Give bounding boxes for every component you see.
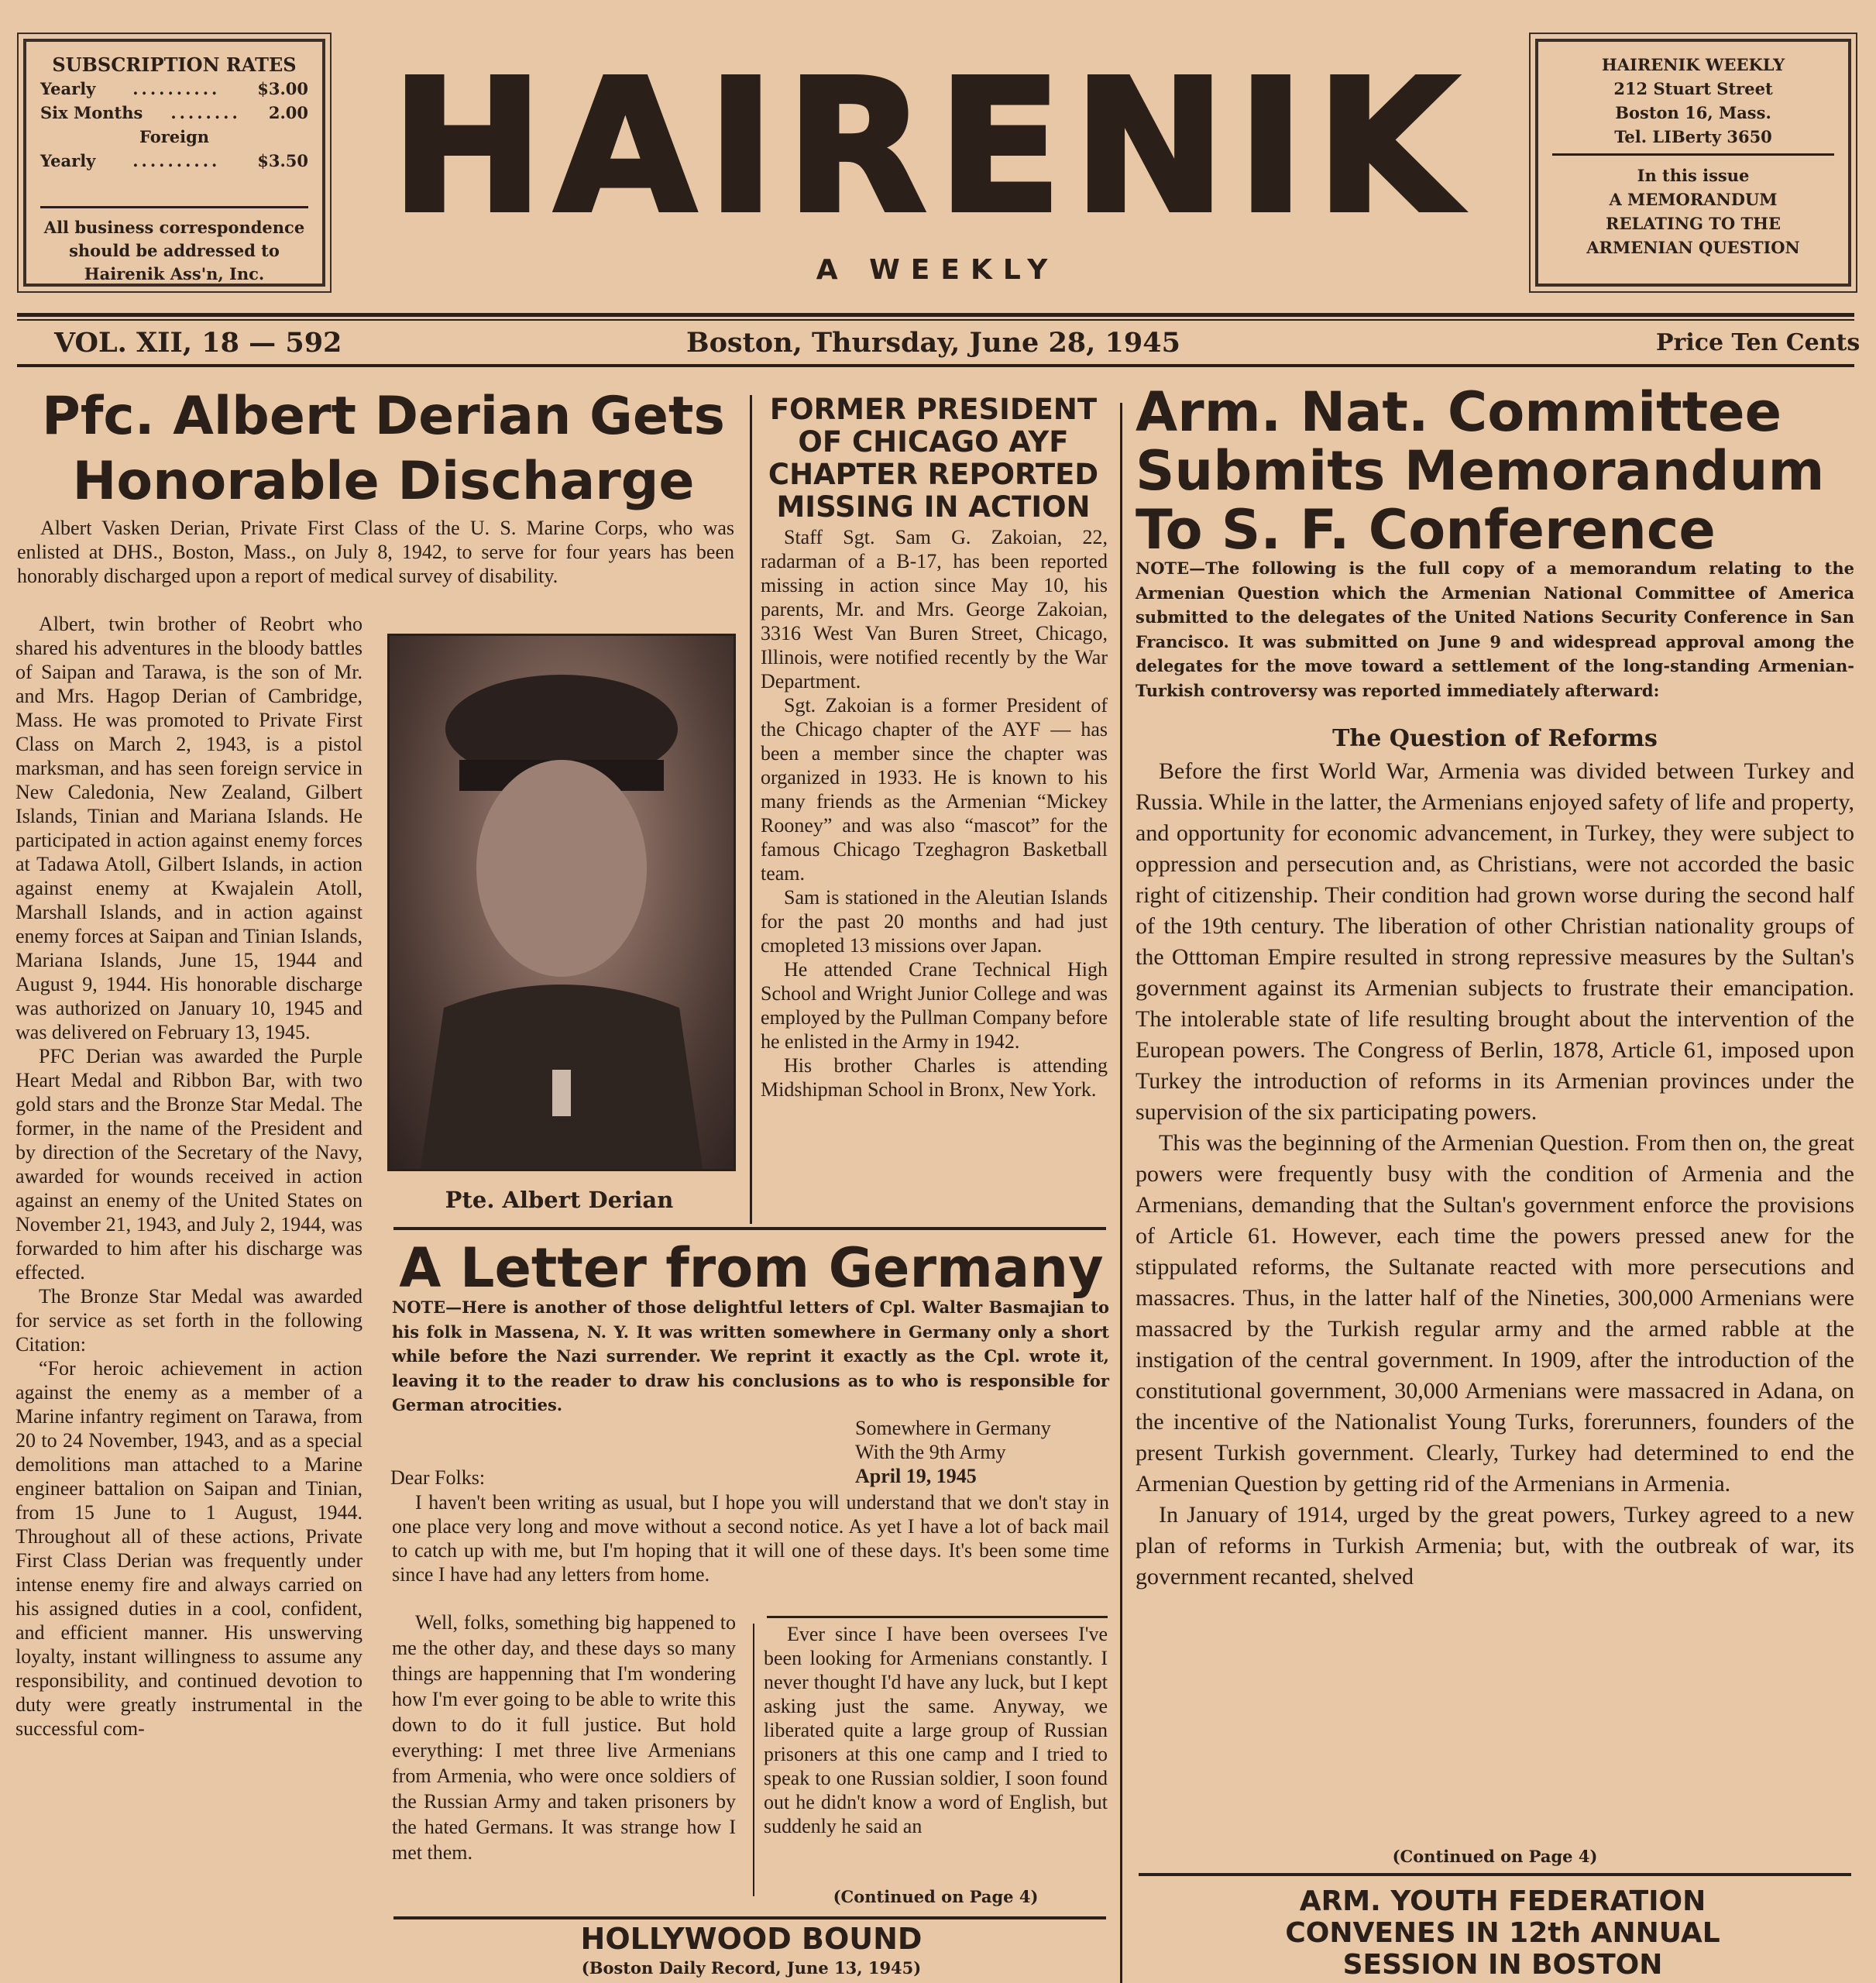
section-rule — [393, 1227, 1106, 1230]
letter-right-column: Ever since I have been oversees I've been looking for Armenians constantly. I never thought I'd have any luck, but I kept asking just the same. Anyway, we liberated quite a large group of Russian prisoners at this one camp and I tried to speak to one Russian soldier, I soon found out he didn't know a word of English, but suddenly he said an — [764, 1623, 1108, 1837]
column-divider — [753, 1624, 754, 1896]
face-shape — [476, 760, 647, 977]
committee-continued: (Continued on Page 4) — [1392, 1847, 1598, 1866]
committee-body: Before the first World War, Armenia was divided between Turkey and Russia. While in the latter, the Armenians enjoyed safety of life and property, and opportunity for economic advancement, in Turkey, they were subject to oppression and persecution and, as Christians, were not accorded the basic right of citizenship. Their condition had grown worse during the second half of the 19th century. The liberation of other Christian nationality groups of the Otttoman Empire resulted in strong repressive measures by the Sultan's government against its Armenian subjects to frustrate their emancipation. The intolerable state of life resulting brought about the intervention of the European powers. The Congress of Berlin, 1878, Article 61, imposed upon Turkey the introduction of reforms in its Armenian provinces under the supervision of the six participating powers. This was the beginning of the Armenian Question. From then on, the great powers were frequently busy with the condition of Armenia and the Armenians, demanding that the Sultan's government enforce the provisions of Article 61. However, each time the powers pressed anew for the stippulated reforms, the Sultanate reacted with more persecutions and massacres. Thus, in the latter half of the Nineties, 300,000 Armenians were massacred by the Turkish regular army and the armed rabble at the instigation of the central government. In 1909, after the introduction of the constitutional government, 30,000 Armenians were massacred in Adana, on the incentive of the Nationalist Young Turks, forerunners, founders of the present Turkish government. Clearly, Turkey had determined to end the Armenian Question by getting rid of the Armenians in Armenia. In January of 1914, urged by the great powers, Turkey agreed to a new plan of reforms in Turkish Armenia; but, with the outbreak of war, its government recanted, shelved — [1136, 758, 1854, 1589]
address-tel: Tel. LIBerty 3650 — [1614, 127, 1772, 146]
dateline-rule-top-thin — [17, 319, 1854, 321]
volume-number: VOL. XII, 18 — 592 — [54, 327, 342, 359]
subscription-title: SUBSCRIPTION RATES — [52, 53, 297, 76]
masthead-subtitle: A WEEKLY — [816, 254, 1059, 286]
committee-subhead: The Question of Reforms — [1332, 725, 1658, 752]
zakoian-headline: FORMER PRESIDENT OF CHICAGO AYF CHAPTER REPORTED MISSING IN ACTION — [768, 393, 1099, 524]
hollywood-headline: HOLLYWOOD BOUND — [580, 1922, 923, 1956]
in-this-issue: In this issue — [1637, 166, 1750, 185]
rate-six-months: Six Months ........ 2.00 — [40, 103, 308, 122]
address-city: Boston 16, Mass. — [1615, 103, 1771, 122]
letter-note: NOTE—Here is another of those delightful letters of Cpl. Walter Basmajian to his folk in Massena, N. Y. It was written somewhere in Germany only a short while before the Nazi surrender. We reprint it exactly as the Cpl. wrote it, leaving it to the reader to draw his conclusions as to who is responsible for German atrocities. — [392, 1297, 1109, 1414]
address-box — [1535, 39, 1851, 287]
section-rule — [1139, 1873, 1851, 1876]
address-street: 212 Stuart Street — [1613, 79, 1773, 98]
portrait-illustration — [390, 636, 734, 1169]
rate-yearly: Yearly .......... $3.00 — [40, 79, 308, 98]
derian-column: Albert, twin brother of Reobrt who shared his adventures in the bloody battles of Saipan and Tarawa, is the son of Mr. and Mrs. Hagop Derian of Cambridge, Mass. He was promoted to Private First Class on March 2, 1943, is a pistol marksman, and has seen foreign service in New Caledonia, New Zealand, Gilbert Islands, Tinian and Mariana Islands. He participated in action against enemy forces at Tadawa Atoll, Gilbert Islands, in action against enemy at Kwajalein Atoll, Marshall Islands, and in action against enemy forces at Saipan and Tinian Islands, Mariana Islands, June 15, 1944 and August 9, 1944. His honorable discharge was authorized on January 10, 1945 and was delivered on February 13, 1945. PFC Derian was awarded the Purple Heart Medal and Ribbon Bar, with two gold stars and the Bronze Star Medal. The former, in the name of the President and by direction of the Secretary of the Navy, awarded for wounds received in action against an enemy of the United States on November 21, 1943, and July 2, 1944, was forwarded to him after his discharge was effected. The Bronze Star Medal was awarded for service as set forth in the following Citation: “For heroic achievement in action against the enemy as a member of a Marine infantry regiment on Tarawa, from 20 to 24 November, 1943, and as a special demolitions man attached to a Marine engineer battalion on Saipan and Tinian, from 15 June to 1 August, 1944. Throughout all of these actions, Private First Class Derian was frequently under intense enemy fire and always carried on his assigned duties in a cool, confident, and efficient manner. His unswerving loyalty, instant willingness to assume any responsibility, and continued devotion to duty were greatly instrumental in the successful com- — [15, 613, 362, 1740]
letter-heading: Somewhere in Germany With the 9th Army April 19, 1945 — [855, 1417, 1051, 1487]
address-name: HAIRENIK WEEKLY — [1601, 55, 1785, 74]
letter-salutation: Dear Folks: — [390, 1466, 486, 1489]
issue-date: Boston, Thursday, June 28, 1945 — [686, 327, 1180, 359]
derian-headline-line-1: Pfc. Albert Derian Gets — [42, 386, 725, 447]
hollywood-source: (Boston Daily Record, June 13, 1945) — [581, 1958, 922, 1978]
chevron-insignia — [552, 1070, 571, 1116]
committee-headline: Arm. Nat. Committee Submits Memorandum To S. F. Conference — [1136, 380, 1825, 562]
section-rule — [393, 1916, 1106, 1919]
divider — [1552, 153, 1834, 156]
business-note: All business correspondence should be addressed to Hairenik Ass'n, Inc. — [43, 218, 305, 284]
photo-caption: Pte. Albert Derian — [445, 1187, 674, 1213]
letter-continued: (Continued on Page 4) — [833, 1887, 1039, 1906]
derian-headline-line-2: Honorable Discharge — [72, 451, 695, 512]
derian-lead: Albert Vasken Derian, Private First Class of the U. S. Marine Corps, who was enlisted at DHS., Boston, Mass., on July 8, 1942, to serve for four years has been honorably discharged upon a report of medical survey of disability. — [17, 517, 734, 587]
letter-left-column: Well, folks, something big happened to me the other day, and these days so many things are happenning that I'm wondering how I'm ever going to be able to write this down to do it full justice. But hold everything: I met three live Armenians from Armenia, who were once soldiers of the Russian Army and taken prisoners by the hated Germans. It was strange how I met them. — [392, 1611, 736, 1864]
derian-photo — [387, 634, 736, 1171]
column-divider — [1120, 403, 1122, 1983]
rate-foreign-yearly: Yearly .......... $3.50 — [40, 151, 308, 170]
ayf-headline: ARM. YOUTH FEDERATION CONVENES IN 12th ANNUAL SESSION IN BOSTON — [1285, 1885, 1720, 1981]
derian-headline — [23, 384, 744, 514]
committee-note: NOTE—The following is the full copy of a memorandum relating to the Armenian Question which the Armenian National Committee of America submitted to the delegates of the United Nations Security Conference in San Francisco. It was submitted on June 9 and widespread approval among the delegates for the move toward a settlement of the long-standing Armenian-Turkish controversy was reported immediately afterward: — [1136, 558, 1854, 700]
divider — [40, 206, 308, 208]
dateline-rule-bottom — [17, 364, 1854, 367]
issue-feature: A MEMORANDUM RELATING TO THE ARMENIAN QUESTION — [1586, 190, 1800, 257]
issue-price: Price Ten Cents — [1656, 329, 1861, 356]
dateline-rule-top — [17, 313, 1854, 317]
masthead-title: HAIRENIK — [390, 40, 1469, 253]
letter-headline: A Letter from Germany — [399, 1236, 1104, 1300]
rate-foreign-label: Foreign — [139, 127, 210, 146]
zakoian-column: Staff Sgt. Sam G. Zakoian, 22, radarman of a B-17, has been reported missing in action since May 10, his parents, Mr. and Mrs. George Zakoian, 3316 West Van Buren Street, Chicago, Illinois, were notified recently by the War Department. Sgt. Zakoian is a former President of the Chicago chapter of the AYF — has been a member since the chapter was organized in 1933. He is known to his many friends as the Armenian “Mickey Rooney” and was also “mascot” for the famous Chicago Tzeghagron Basketball team. Sam is stationed in the Aleutian Islands for the past 20 months and had just cmopleted 13 missions over Japan. He attended Crane Technical High School and Wright Junior College and was employed by the Pullman Company before he enlisted in the Army in 1942. His brother Charles is attending Midshipman School in Bronx, New York. — [761, 526, 1108, 1101]
section-rule — [767, 1616, 1108, 1618]
subscription-box — [23, 39, 325, 287]
column-divider — [750, 395, 752, 1224]
letter-intro: I haven't been writing as usual, but I hope you will understand that we don't stay in one place very long and move without a second notice. As yet I have a lot of back mail to catch up with me, but I'm hoping that it will one of these days. It's been some time since I have had any letters from home. — [392, 1491, 1109, 1586]
